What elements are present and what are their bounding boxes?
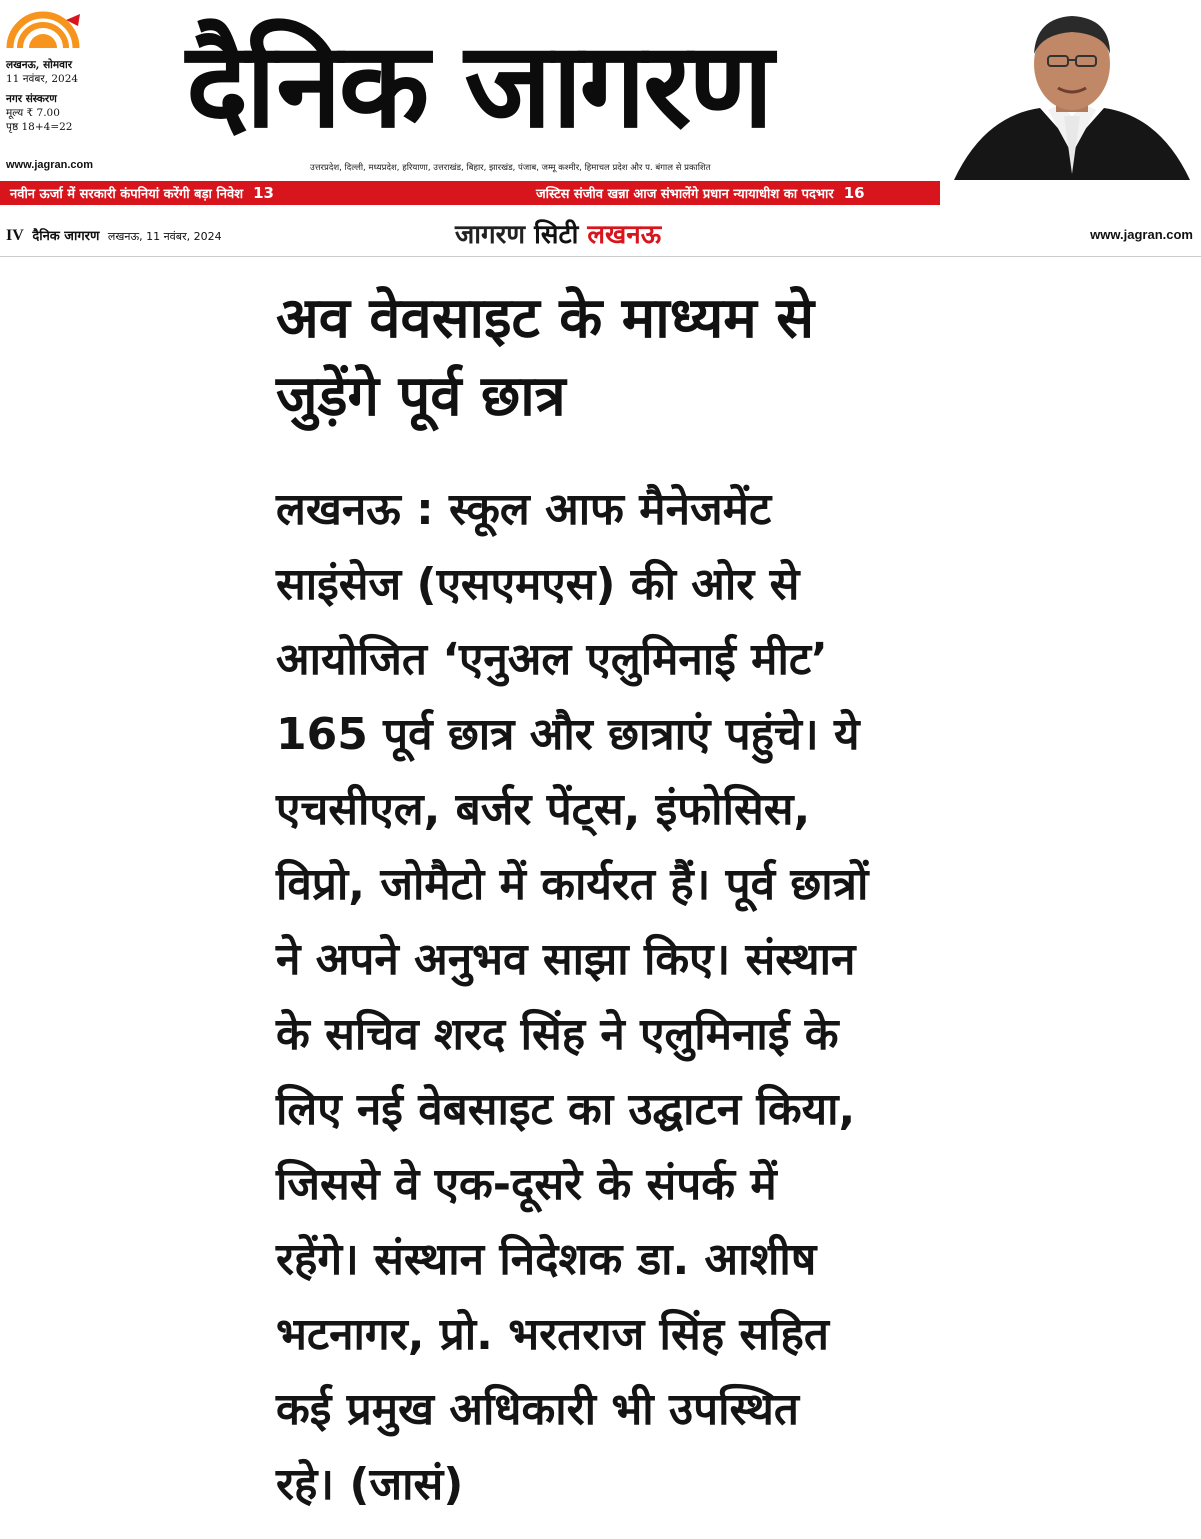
body-line: रहे। (जासं) [276, 1459, 464, 1510]
article-headline [276, 280, 936, 436]
page-count: पृष्ठ 18+4=22 [6, 121, 73, 133]
issue-date: 11 नवंबर, 2024 [6, 73, 79, 85]
jagran-sun-logo [4, 6, 82, 50]
body-line: जिससे वे एक-दूसरे के संपर्क में [276, 1159, 777, 1210]
newspaper-title: दैनिक जागरण [186, 16, 771, 154]
headline-line: जुड़ेंगे पूर्व छात्र [276, 364, 566, 429]
price: मूल्य ₹ 7.00 [6, 107, 60, 119]
body-line: आयोजित ‘एनुअल एलुमिनाई मीट’ [276, 634, 828, 685]
page-header-strip [0, 216, 1201, 257]
body-line: ने अपने अनुभव साझा किए। संस्थान [276, 934, 856, 985]
editions-line: उत्तरप्रदेश, दिल्ली, मध्यप्रदेश, हरियाणा, उत्तराखंड, बिहार, झारखंड, पंजाब, जम्मू कश्मीर, हिमाचल प्रदेश और प. बंगाल से प्रकाशित [310, 163, 711, 173]
page-info [6, 226, 222, 245]
body-line: के सचिव शरद सिंह ने एलुमिनाई के [276, 1009, 839, 1060]
justice-portrait-image [944, 4, 1200, 180]
headline-ticker [0, 181, 940, 205]
edition-name: नगर संस्करण [6, 93, 57, 105]
body-line: लिए नई वेबसाइट का उद्घाटन किया, [276, 1084, 856, 1135]
body-line: लखनऊ : स्कूल आफ मैनेजमेंट [276, 484, 772, 535]
ticker-item[interactable]: नवीन ऊर्जा में सरकारी कंपनियां करेंगी बड़ा निवेश 13 [10, 184, 274, 202]
body-line: विप्रो, जोमैटो में कार्यरत हैं। पूर्व छात्रों [276, 859, 869, 910]
body-line: रहेंगे। संस्थान निदेशक डा. आशीष [276, 1234, 817, 1285]
city-day: लखनऊ, सोमवार [6, 59, 73, 71]
masthead [0, 0, 1201, 202]
body-line: एचसीएल, बर्जर पेंट्स, इंफोसिस, [276, 784, 811, 835]
body-line: भटनागर, प्रो. भरतराज सिंह सहित [276, 1309, 829, 1360]
page-website[interactable]: www.jagran.com [1090, 227, 1193, 242]
page-date: लखनऊ, 11 नवंबर, 2024 [107, 230, 222, 243]
article-body [276, 472, 956, 1522]
headline-line: अव वेवसाइट के माध्यम से [276, 286, 815, 351]
body-line: कई प्रमुख अधिकारी भी उपस्थित [276, 1384, 799, 1435]
website-link[interactable]: www.jagran.com [6, 159, 94, 171]
paper-name: दैनिक जागरण [32, 229, 100, 244]
body-line: 165 पूर्व छात्र और छात्राएं पहुंचे। ये [276, 709, 860, 760]
page-number: IV [6, 227, 24, 244]
section-title: जागरण सिटी लखनऊ [455, 220, 662, 250]
edition-meta [6, 58, 126, 134]
body-line: साइंसेज (एसएमएस) की ओर से [276, 559, 800, 610]
ticker-item[interactable]: जस्टिस संजीव खन्ना आज संभालेंगे प्रधान न्यायाधीश का पदभार 16 [536, 184, 865, 202]
